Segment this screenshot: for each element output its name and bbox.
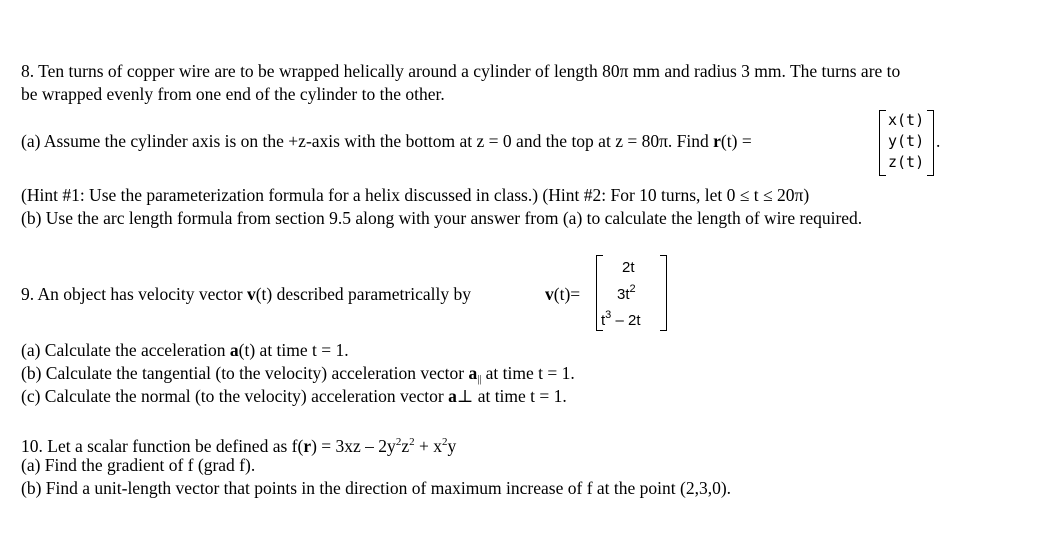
vector-right-bracket — [660, 255, 667, 331]
q9-part-c — [21, 385, 567, 407]
matrix-right-bracket — [927, 110, 934, 176]
matrix-cell-x: x(t) — [888, 111, 925, 129]
q8-part-b: (b) Use the arc length formula from section 9.5 along with your answer from (a) to calculate the length of wire required. — [21, 208, 863, 228]
q9-intro-pre: 9. An object has velocity vector — [21, 284, 247, 304]
q9-part-a-post: (t) at time t = 1. — [238, 340, 349, 360]
q9-part-c-sym: ⊥ — [456, 386, 474, 406]
q9-part-b-bold: a — [468, 363, 478, 383]
matrix-left-bracket — [879, 110, 886, 176]
q10-line-bold: r — [303, 436, 312, 456]
q8-r-symbol: r — [713, 131, 721, 151]
q8-hint: (Hint #1: Use the parameterization formula for a helix discussed in class.) (Hint #2: For 10 turns, let 0 ≤ t ≤ 20π) — [21, 185, 810, 205]
q9-part-b-sub: || — [477, 374, 482, 385]
q8-part-a — [21, 130, 752, 152]
q8-r-eq: (t) = — [720, 131, 752, 151]
q10-exp-1: 2 — [395, 436, 402, 448]
q8-line-1: 8. Ten turns of copper wire are to be wrapped helically around a cylinder of length 80π mm and radius 3 mm. The turns are to — [21, 61, 901, 81]
q10-exp-3: 2 — [441, 436, 448, 448]
vector-row-2 — [617, 283, 636, 303]
q9-part-b-post: at time t = 1. — [481, 363, 575, 383]
q8-part-a-period: . — [936, 131, 941, 151]
q9-part-c-post: at time t = 1. — [473, 386, 567, 406]
vector-row-2-exp: 2 — [629, 283, 636, 295]
q9-part-c-pre: (c) Calculate the normal (to the velocity) acceleration vector — [21, 386, 449, 406]
matrix-cell-y: y(t) — [888, 132, 925, 150]
q9-intro-v: v — [246, 284, 256, 304]
q9-intro-post: (t) described parametrically by — [255, 284, 471, 304]
q10-exp-2: 2 — [409, 436, 415, 448]
q8-part-a-text: (a) Assume the cylinder axis is on the +z-axis with the bottom at z = 0 and the top at z = 80π. Find — [21, 131, 714, 151]
vector-row-3-rest: – 2t — [611, 312, 641, 329]
q9-part-c-bold: a — [448, 386, 457, 406]
q9-intro — [21, 283, 471, 305]
q10-z: z — [401, 436, 410, 456]
vector-row-1: 2t — [622, 259, 635, 276]
q9-part-a — [21, 339, 349, 361]
q9-v-label-rest: (t)= — [553, 284, 581, 304]
vector-row-3-exp: 3 — [605, 309, 612, 321]
q10-part-a: (a) Find the gradient of f (grad f). — [21, 455, 256, 475]
q10-end: y — [447, 436, 457, 456]
matrix-cell-z: z(t) — [888, 153, 925, 171]
q9-part-b-pre: (b) Calculate the tangential (to the velocity) acceleration vector — [21, 363, 469, 383]
q10-line-pre: 10. Let a scalar function be defined as f( — [21, 436, 304, 456]
q10-x: + x — [414, 436, 442, 456]
q9-v-label-bold: v — [545, 284, 554, 304]
q8-line-2: be wrapped evenly from one end of the cylinder to the other. — [21, 84, 445, 104]
q9-part-a-pre: (a) Calculate the acceleration — [21, 340, 230, 360]
q8-r-matrix — [879, 110, 939, 176]
q9-v-label — [545, 283, 580, 305]
vector-row-2-base: 3t — [617, 286, 630, 303]
q10-line-mid: ) = 3xz – 2y — [311, 436, 396, 456]
q9-part-a-bold: a — [229, 340, 239, 360]
q9-velocity-vector — [596, 255, 670, 331]
vector-row-3 — [601, 309, 640, 329]
vector-row-3-base: t — [601, 312, 606, 329]
q10-part-b: (b) Find a unit-length vector that points in the direction of maximum increase of f at the point (2,3,0). — [21, 478, 732, 498]
